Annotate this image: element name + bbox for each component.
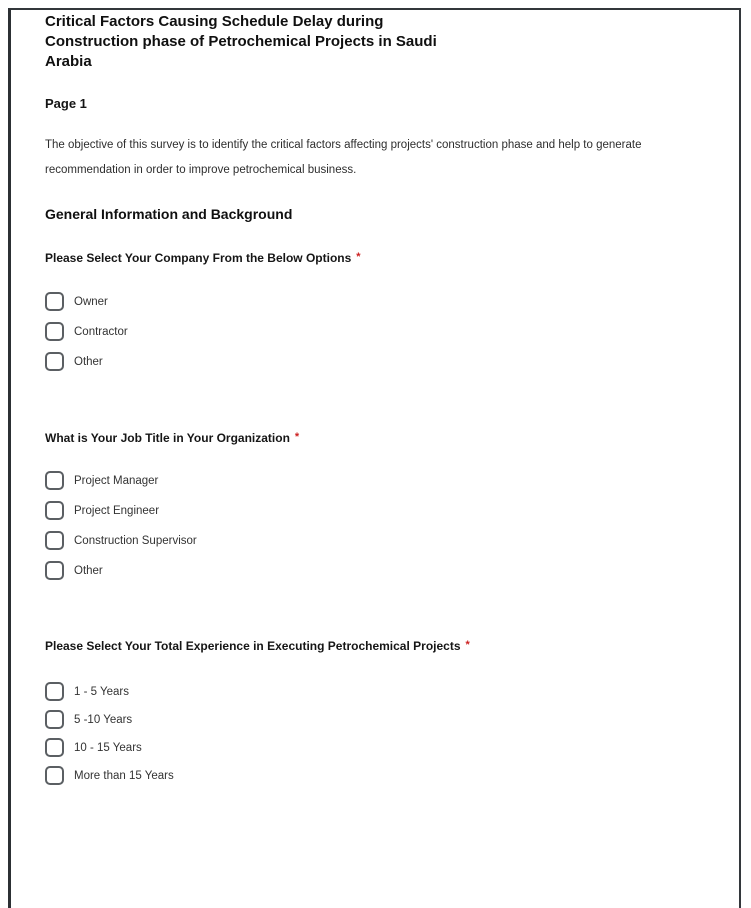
checkbox-icon[interactable] [45, 352, 64, 371]
question-text: Please Select Your Company From the Below Options [45, 251, 352, 265]
checkbox-icon[interactable] [45, 766, 64, 785]
checkbox-icon[interactable] [45, 682, 64, 701]
option-label[interactable]: Other [74, 564, 103, 577]
survey-objective-text: The objective of this survey is to identify the critical factors affecting projects' construction phase and help to generate recommendation in order to improve petrochemical business. [45, 139, 642, 176]
section-heading: General Information and Background [45, 206, 293, 222]
question-label-job-title [45, 431, 299, 447]
option-label[interactable]: Project Manager [74, 474, 159, 487]
required-asterisk: * [294, 431, 300, 443]
option-label[interactable]: Contractor [74, 325, 128, 338]
page-number-label: Page 1 [45, 96, 87, 111]
checkbox-icon[interactable] [45, 471, 64, 490]
option-label[interactable]: 5 -10 Years [74, 713, 133, 726]
question-text: What is Your Job Title in Your Organization [45, 431, 290, 445]
option-row-project-engineer[interactable] [45, 500, 197, 521]
survey-title-line: Arabia [45, 53, 92, 70]
option-row-project-manager[interactable] [45, 470, 197, 491]
required-asterisk: * [465, 639, 470, 651]
checkbox-icon[interactable] [45, 738, 64, 757]
option-row-construction-supervisor[interactable] [45, 530, 197, 551]
survey-title-line: Critical Factors Causing Schedule Delay during [45, 13, 384, 30]
survey-page-frame [8, 8, 741, 908]
required-asterisk: * [356, 251, 361, 263]
option-row-owner[interactable] [45, 291, 128, 312]
option-label[interactable]: 1 - 5 Years [74, 685, 129, 698]
checkbox-icon[interactable] [45, 710, 64, 729]
checkbox-icon[interactable] [45, 501, 64, 520]
checkbox-icon[interactable] [45, 322, 64, 341]
option-row-more-than-15-years[interactable] [45, 765, 174, 786]
question-label-company [45, 251, 361, 267]
checkbox-icon[interactable] [45, 531, 64, 550]
option-label[interactable]: 10 - 15 Years [74, 741, 142, 754]
question-options-experience [45, 681, 174, 786]
option-row-other-company[interactable] [45, 351, 128, 372]
option-row-other-job[interactable] [45, 560, 197, 581]
question-text: Please Select Your Total Experience in Executing Petrochemical Projects [45, 639, 461, 653]
option-row-10-15-years[interactable] [45, 737, 174, 758]
option-label[interactable]: Project Engineer [74, 504, 160, 517]
checkbox-icon[interactable] [45, 292, 64, 311]
option-label[interactable]: Construction Supervisor [74, 534, 197, 547]
question-options-company [45, 291, 128, 372]
survey-title [45, 12, 437, 72]
question-options-job-title [45, 470, 197, 581]
question-label-experience [45, 639, 470, 655]
option-label[interactable]: Owner [74, 295, 108, 308]
option-row-1-5-years[interactable] [45, 681, 174, 702]
survey-title-line: Construction phase of Petrochemical Projects in Saudi [45, 33, 437, 50]
option-label[interactable]: Other [74, 355, 103, 368]
option-label[interactable]: More than 15 Years [74, 769, 174, 782]
option-row-5-10-years[interactable] [45, 709, 174, 730]
survey-content [11, 10, 739, 786]
checkbox-icon[interactable] [45, 561, 64, 580]
option-row-contractor[interactable] [45, 321, 128, 342]
